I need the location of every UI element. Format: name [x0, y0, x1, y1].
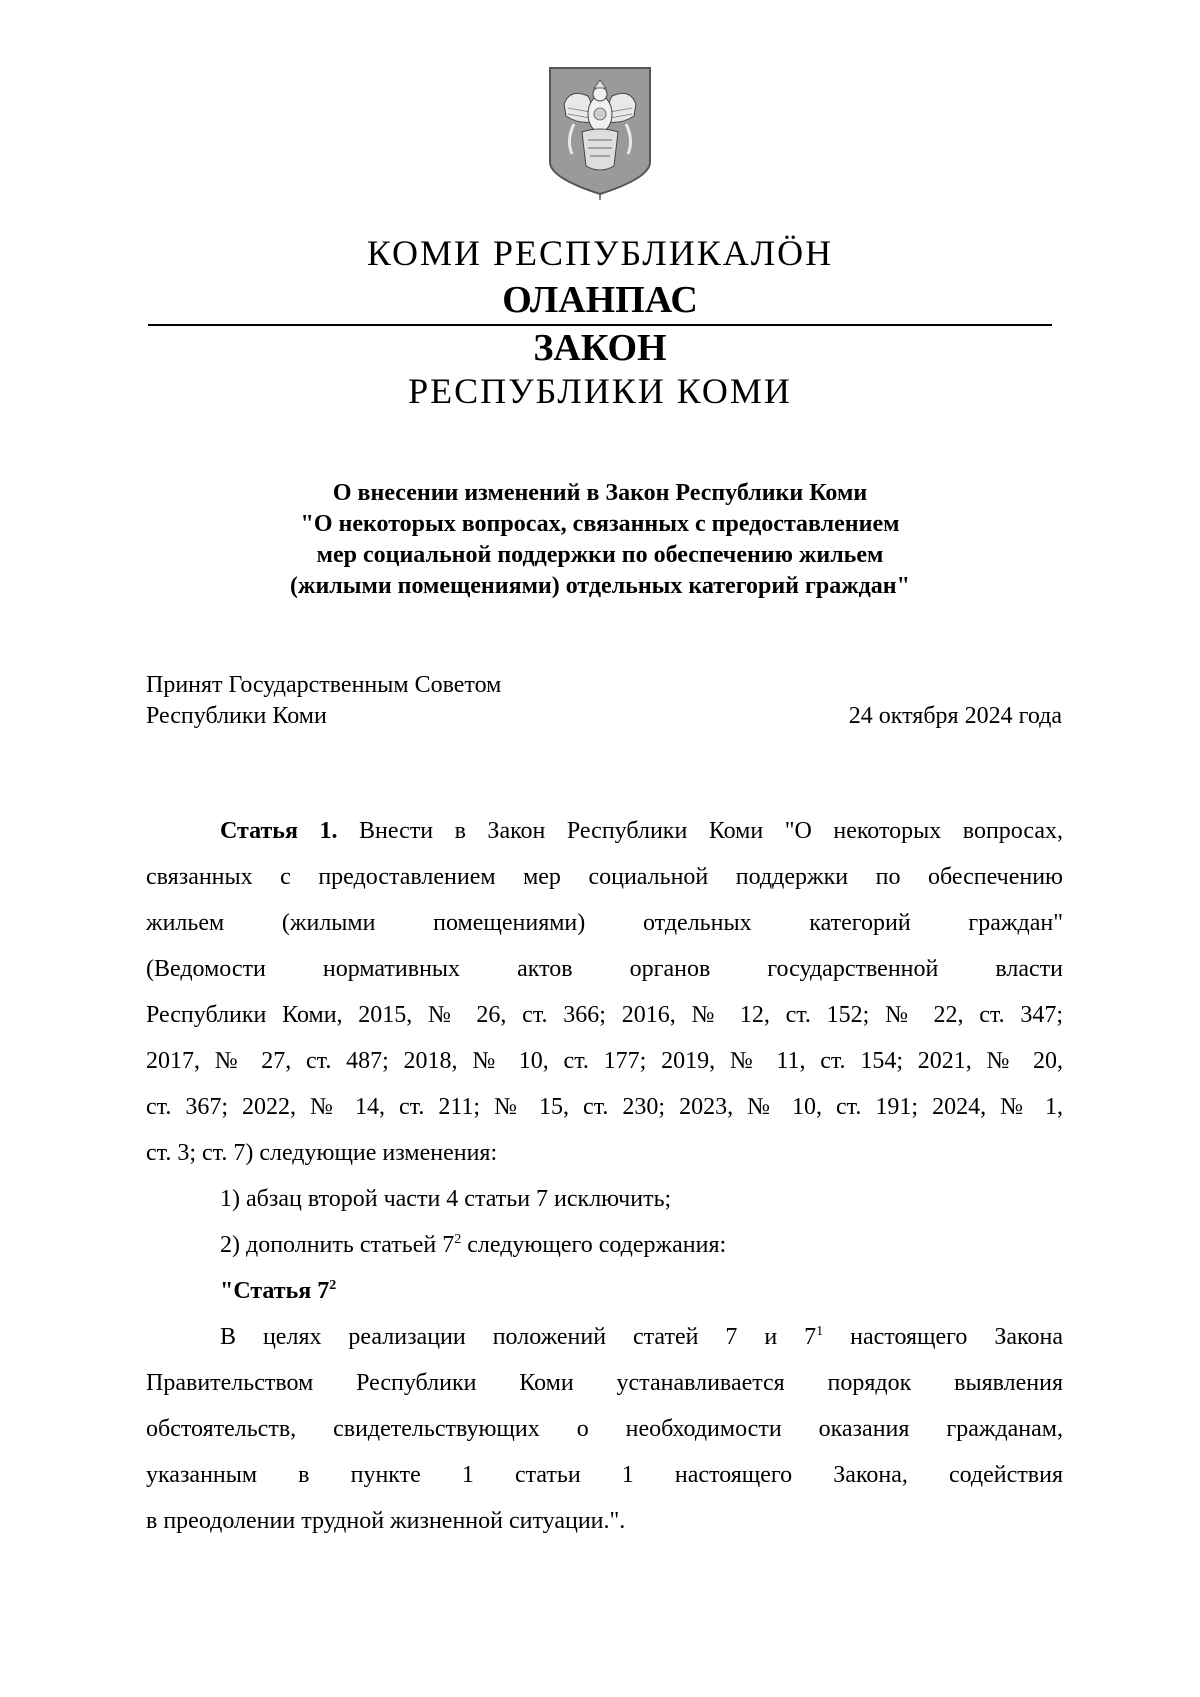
- adoption-body: [146, 670, 501, 732]
- body-line: связанных с предоставлением мер социальной поддержки по обеспечению: [146, 864, 1063, 890]
- law-title: [0, 478, 1200, 602]
- body-line: ст. 3; ст. 7) следующие изменения:: [146, 1140, 498, 1166]
- title-line: О внесении изменений в Закон Республики Коми: [332, 480, 868, 506]
- article-7-2-heading: "Статья $7^2$: [220, 1278, 337, 1304]
- article-7-2-first-line: В целях реализации положений статей 7 и $7^1$ настоящего Закона: [220, 1324, 1063, 1350]
- article-1-text: Внести в Закон Республики Коми "О некоторых вопросах,: [337, 818, 1063, 844]
- article-1-label: Статья 1.: [220, 818, 338, 844]
- header-komi-republic: КОМИ РЕСПУБЛИКАЛӦН: [366, 233, 834, 273]
- adoption-line: Республики Коми: [146, 703, 327, 729]
- body-line: обстоятельств, свидетельствующих о необходимости оказания гражданам,: [146, 1416, 1063, 1442]
- body-line: 2017, № 27, ст. 487; 2018, № 10, ст. 177; 2019, № 11, ст. 154; 2021, № 20,: [146, 1048, 1063, 1074]
- body-line: Республики Коми, 2015, № 26, ст. 366; 2016, № 12, ст. 152; № 22, ст. 347;: [146, 1002, 1063, 1028]
- amendment-item-1: 1) абзац второй части 4 статьи 7 исключить;: [220, 1186, 672, 1212]
- body-line: указанным в пункте 1 статьи 1 настоящего Закона, содействия: [146, 1462, 1063, 1488]
- title-line: "О некоторых вопросах, связанных с предоставлением: [300, 511, 900, 537]
- article-1-first-line: [146, 808, 1063, 854]
- amendment-item-2: 2) дополнить статьей $7^2$ следующего содержания:: [220, 1232, 727, 1258]
- header-republic: РЕСПУБЛИКИ КОМИ: [408, 371, 792, 411]
- coat-of-arms-emblem: [548, 66, 652, 200]
- header-zakon: ЗАКОН: [533, 327, 667, 369]
- body-line: (Ведомости нормативных актов органов государственной власти: [146, 956, 1063, 982]
- body-line: в преодолении трудной жизненной ситуации.".: [146, 1508, 626, 1534]
- title-line: мер социальной поддержки по обеспечению жильем: [316, 542, 884, 568]
- body-line: ст. 367; 2022, № 14, ст. 211; № 15, ст. 230; 2023, № 10, ст. 191; 2024, № 1,: [146, 1094, 1063, 1120]
- adoption-date: 24 октября 2024 года: [848, 703, 1062, 729]
- adoption-line: Принят Государственным Советом: [146, 672, 502, 698]
- header-olanpas: ОЛАНПАС: [502, 279, 698, 321]
- body-line: жильем (жилыми помещениями) отдельных категорий граждан": [146, 910, 1063, 936]
- body-line: Правительством Республики Коми устанавливается порядок выявления: [146, 1370, 1063, 1396]
- title-line: (жилыми помещениями) отдельных категорий граждан": [290, 573, 910, 599]
